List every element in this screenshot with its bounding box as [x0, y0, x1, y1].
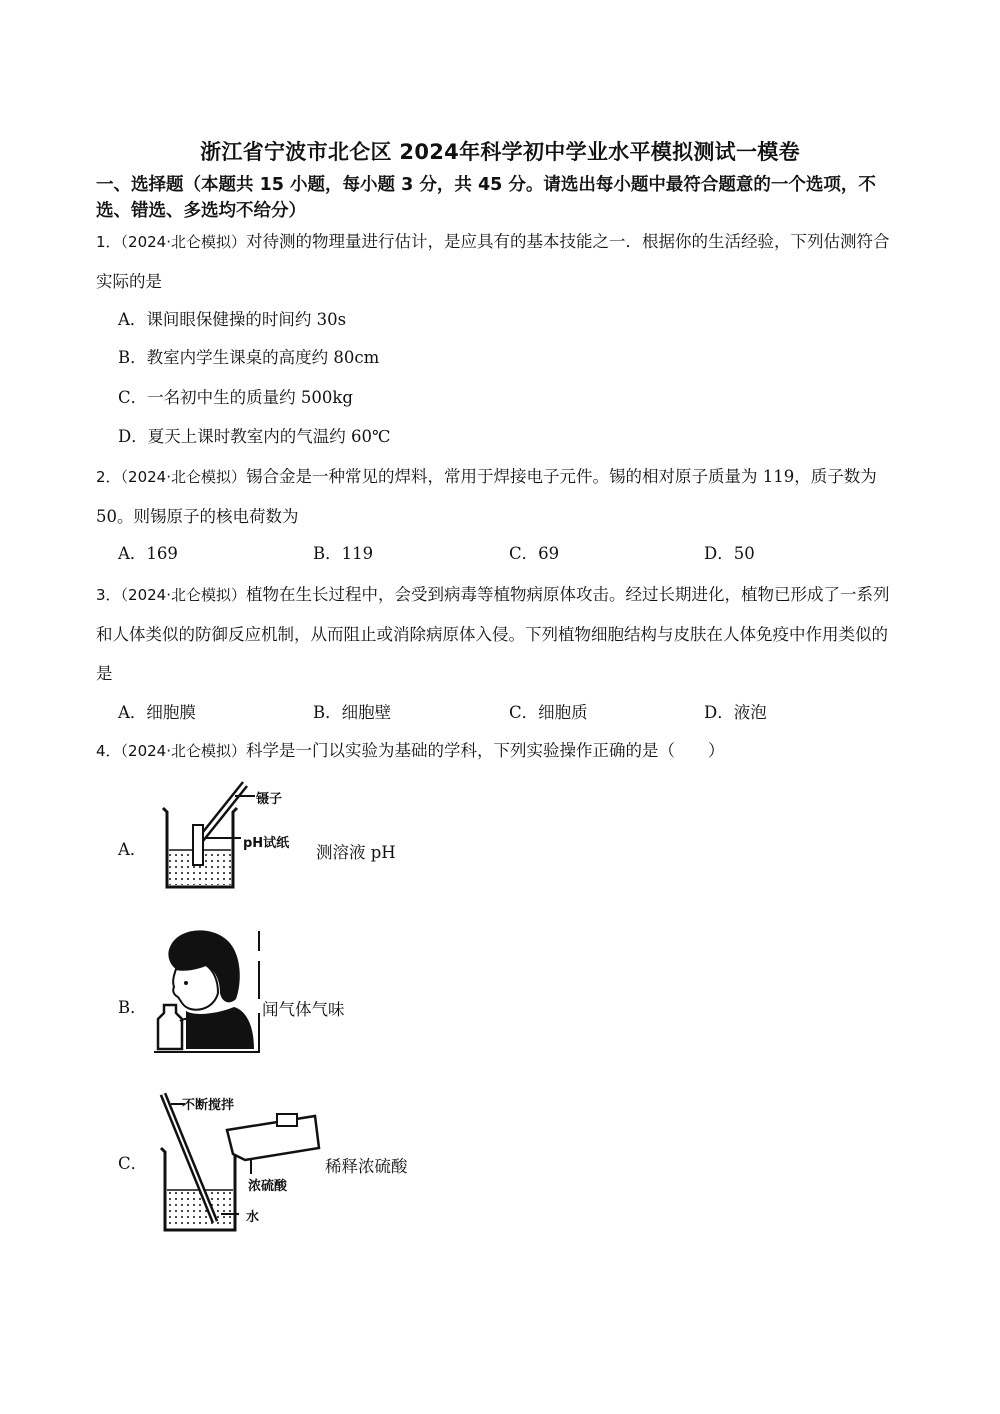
q3-option-d	[704, 701, 767, 725]
option-text: 液泡	[733, 703, 767, 722]
q1-option-c	[118, 386, 353, 410]
q4-option-b-label: B．	[118, 998, 147, 1017]
person-face	[173, 965, 218, 1010]
q3-option-a	[118, 701, 196, 725]
ph-paper	[193, 825, 203, 865]
figure-label-stir: 不断搅拌	[182, 1098, 235, 1113]
q4-option-c-label: C．	[118, 1154, 148, 1173]
q3-option-b	[313, 701, 391, 725]
q4-option-b-caption: 闻气体气味	[262, 1000, 345, 1019]
q1-option-b	[118, 346, 379, 370]
option-text: 细胞膜	[146, 703, 196, 722]
option-text: 课间眼保健操的时间约 30s	[146, 310, 347, 329]
option-label: A．	[118, 544, 147, 563]
question-number: 4．	[96, 742, 121, 760]
option-label: A．	[118, 310, 147, 329]
person-body	[186, 1007, 254, 1049]
figure-label-tweezers: 镊子	[256, 792, 283, 807]
question-source: （2024·北仑模拟）	[120, 233, 246, 251]
dilute-acid-figure	[155, 1088, 325, 1236]
option-label: B．	[313, 703, 342, 722]
question-source: （2024·北仑模拟）	[120, 742, 246, 760]
q2-option-c	[509, 542, 559, 566]
option-label: D．	[118, 427, 148, 446]
question-2-stem	[96, 457, 902, 536]
question-3-stem	[96, 575, 902, 693]
figure-label-water: 水	[246, 1210, 260, 1225]
option-label: B．	[118, 348, 147, 367]
question-1-stem	[96, 222, 902, 301]
question-number: 1．	[96, 233, 121, 251]
page-title: 浙江省宁波市北仑区 2024年科学初中学业水平模拟测试一模卷	[200, 140, 800, 164]
q2-option-b	[313, 542, 373, 566]
option-text: 教室内学生课桌的高度约 80cm	[146, 348, 380, 367]
option-text: 细胞壁	[341, 703, 392, 722]
q2-option-a	[118, 542, 178, 566]
option-label: D．	[704, 703, 734, 722]
question-text: 植物在生长过程中，会受到病毒等植物病原体攻击。经过长期进化，植物已形成了一系列和人体类似的防御反应机制，从而阻止或消除病原体入侵。下列植物细胞结构与皮肤在人体免疫中作用类似的是	[96, 585, 890, 683]
question-source: （2024·北仑模拟）	[120, 586, 246, 604]
q3-option-c	[509, 701, 588, 725]
question-number: 2．	[96, 468, 121, 486]
figure-label-acid: 浓硫酸	[248, 1179, 288, 1194]
question-4-stem	[96, 731, 902, 771]
option-text: 119	[341, 544, 374, 563]
question-text: 科学是一门以实验为基础的学科，下列实验操作正确的是（ ）	[246, 741, 725, 760]
option-label: D．	[704, 544, 734, 563]
option-label: A．	[118, 703, 147, 722]
question-text: 对待测的物理量进行估计，是应具有的基本技能之一．根据你的生活经验，下列估测符合实际的是	[96, 232, 890, 291]
q1-option-d	[118, 425, 390, 449]
ph-test-figure	[155, 780, 315, 895]
q2-option-d	[704, 542, 755, 566]
gas-bottle-icon	[158, 1005, 182, 1049]
option-text: 一名初中生的质量约 500kg	[147, 388, 353, 407]
q4-option-a-label: A．	[118, 840, 147, 859]
option-text: 69	[538, 544, 560, 563]
question-text: 锡合金是一种常见的焊料，常用于焊接电子元件。锡的相对原子质量为 119，质子数为 50。则锡原子的核电荷数为	[96, 467, 877, 526]
q1-option-a	[118, 308, 346, 332]
option-text: 50	[733, 544, 755, 563]
figure-label-ph-paper: pH试纸	[243, 836, 290, 851]
question-number: 3．	[96, 586, 121, 604]
question-source: （2024·北仑模拟）	[120, 468, 246, 486]
smell-gas-figure	[150, 925, 265, 1057]
option-label: B．	[313, 544, 342, 563]
acid-bottle-icon	[227, 1116, 319, 1160]
water-liquid	[167, 1190, 233, 1228]
q4-option-c-caption: 稀释浓硫酸	[325, 1157, 408, 1176]
option-label: C．	[509, 544, 539, 563]
option-text: 夏天上课时教室内的气温约 60℃	[147, 427, 391, 446]
option-label: C．	[118, 388, 148, 407]
q4-option-a-caption: 测溶液 pH	[316, 843, 396, 862]
option-text: 细胞质	[538, 703, 588, 722]
option-label: C．	[509, 703, 539, 722]
option-text: 169	[146, 544, 178, 563]
section-heading: 一、选择题（本题共 15 小题，每小题 3 分，共 45 分。请选出每小题中最符合题意的一个选项，不选、错选、多选均不给分）	[96, 175, 876, 221]
